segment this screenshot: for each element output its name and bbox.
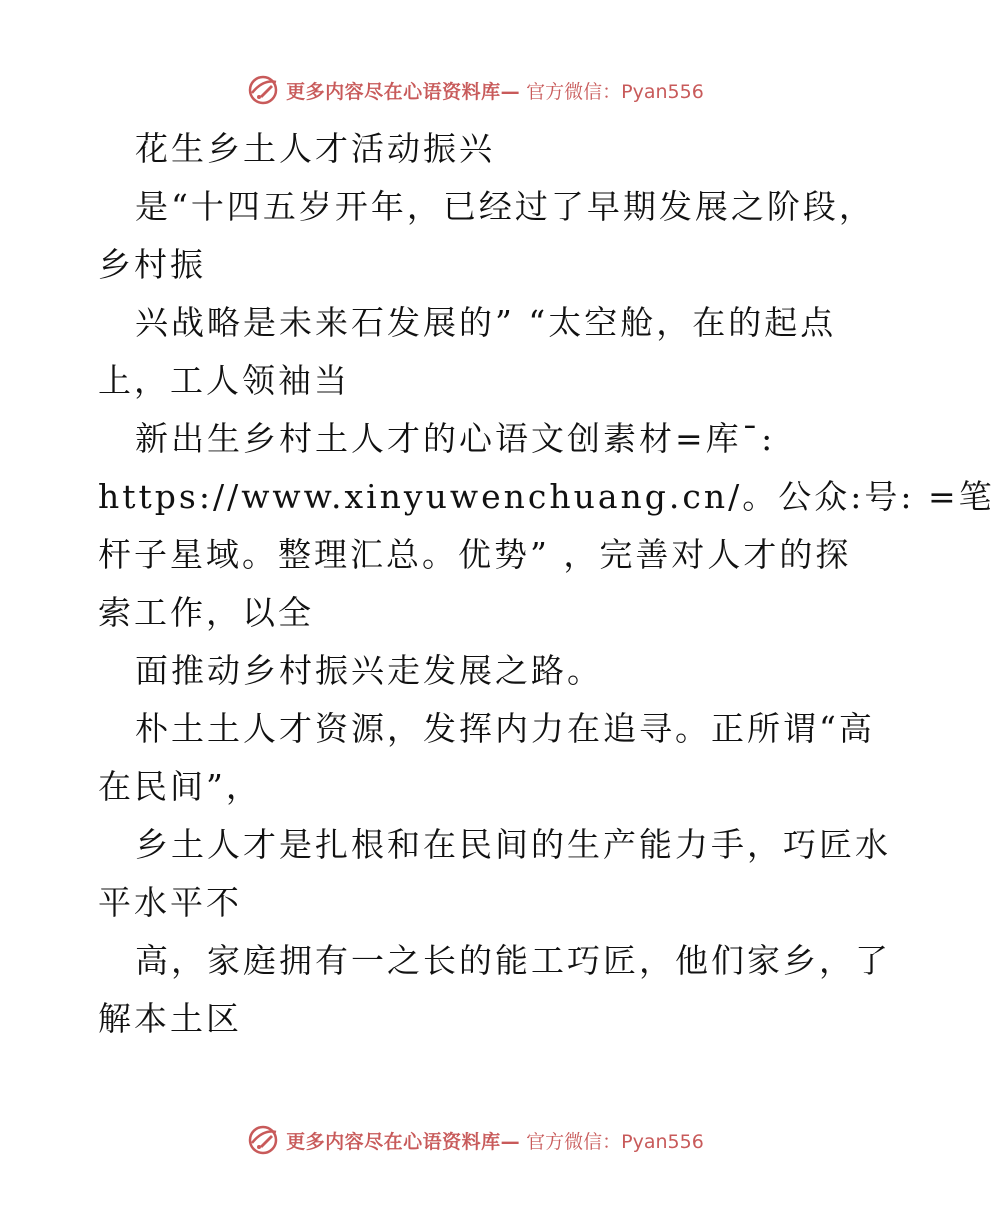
footer-banner-text: 更多内容尽在心语资料库— [286,1130,521,1153]
brand-logo-icon [246,73,280,107]
body-line: 兴战略是未来石发展的” “太空舱，在的起点 [135,303,837,342]
body-line: 面推动乡村振兴走发展之路。 [135,651,603,690]
body-line: 是“十四五岁开年，已经过了早期发展之阶段， [135,187,875,226]
body-line: 高，家庭拥有一之长的能工巧匠，他们家乡，了 [135,941,891,980]
body-line: 乡村振 [98,245,206,284]
brand-logo-icon [246,1123,280,1157]
body-line: 花生乡土人才活动振兴 [135,129,495,168]
document-body [98,120,995,1048]
header-banner [0,70,950,110]
body-line: 索工作，以全 [98,593,314,632]
body-line: 朴土土人才资源，发挥内力在追寻。正所谓“高 [135,709,875,748]
body-line: 新出生乡村土人才的心语文创素材=库¯: [135,419,776,458]
header-banner-text: 更多内容尽在心语资料库— [286,80,521,103]
footer-contact-text: 官方微信：Pyan556 [526,1130,704,1153]
footer-banner [0,1120,950,1160]
body-line: 解本土区 [98,999,242,1038]
body-line: 上，工人领袖当 [98,361,350,400]
body-line: 在民间”， [98,767,262,806]
header-contact-text: 官方微信：Pyan556 [526,80,704,103]
body-line: 杆子星域。整理汇总。优势” ，完善对人才的探 [98,535,852,574]
body-line: https://www.xinyuwenchuang.cn/。公众:号: =笔 [98,477,995,516]
body-line: 平水平不 [98,883,242,922]
body-line: 乡土人才是扎根和在民间的生产能力手，巧匠水 [135,825,891,864]
